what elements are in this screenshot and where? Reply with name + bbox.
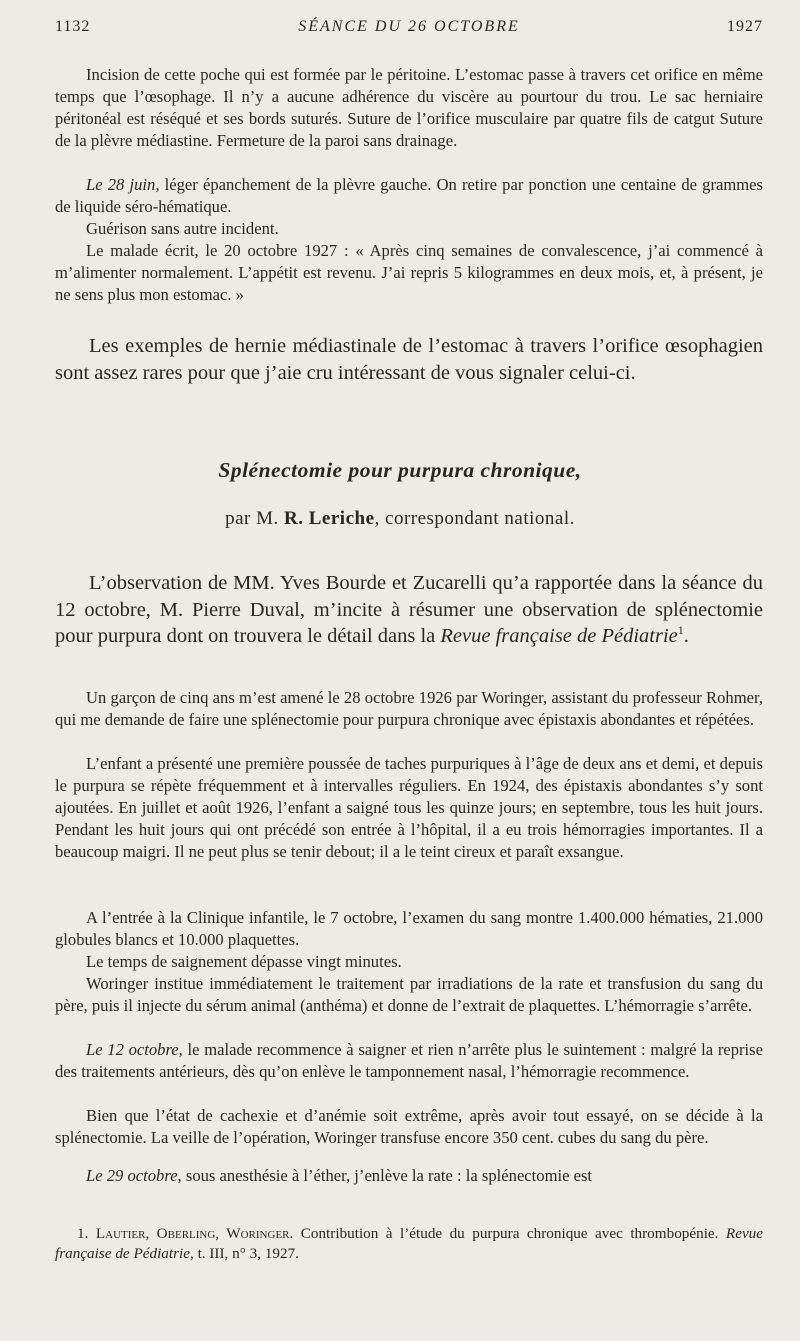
case-paragraph-6	[55, 1039, 763, 1083]
case-paragraph-5: Woringer institue immédiatement le traitement par irradiations de la rate et transfusion du sang du père, puis il injecte du sérum animal (anthéma) et donne de l’extrait de plaquettes. L’hémorragie s’arrête.	[55, 974, 763, 1015]
intro-paragraph-4: Le malade écrit, le 20 octobre 1927 : « Après cinq semaines de convalescence, j’ai commencé à m’alimenter normalement. L’appétit est revenu. J’ai repris 5 kilogrammes en deux mois, et, à présent, je ne sens plus mon estomac. »	[55, 241, 763, 304]
byline-suffix: , correspondant national.	[374, 508, 575, 529]
footnote-marker: 1	[677, 623, 684, 638]
footnote-authors: Lautier, Oberling, Woringer.	[95, 1225, 294, 1242]
footnote-reference: , t. III, n° 3, 1927.	[189, 1245, 299, 1262]
intro-paragraph-3: Guérison sans autre incident.	[86, 219, 279, 238]
footnote-text: Contribution à l’étude du purpura chronique avec thrombopénie.	[293, 1225, 726, 1242]
running-year: 1927	[727, 18, 763, 35]
byline-author: R. Leriche	[284, 508, 375, 529]
conclusion-paragraph: Les exemples de hernie médiastinale de l’estomac à travers l’orifice œsophagien sont assez rares pour que j’aie cru intéressant de vous signaler celui-ci.	[55, 335, 763, 384]
lead-text: L’observation de MM. Yves Bourde et Zucarelli qu’a rapportée dans la séance du 12 octobre, M. Pierre Duval, m’incite à résumer une observation de splénectomie pour purpura dont on trouvera le détail dans la	[55, 572, 763, 647]
footnote-journal: Revue française de Pédiatrie	[55, 1225, 764, 1262]
case-paragraph-8	[55, 1165, 763, 1187]
case-paragraph-3: A l’entrée à la Clinique infantile, le 7 octobre, l’examen du sang montre 1.400.000 hématies, 21.000 globules blancs et 10.000 plaquettes.	[55, 908, 763, 949]
section-title: Splénectomie pour purpura chronique,	[218, 458, 582, 482]
case-paragraph-7: Bien que l’état de cachexie et d’anémie soit extrême, après avoir tout essayé, on se décide à la splénectomie. La veille de l’opération, Woringer transfuse encore 350 cent. cubes du sang du père.	[55, 1106, 763, 1147]
case-paragraph-8-text: sous anesthésie à l’éther, j’enlève la rate : la splénectomie est	[181, 1166, 593, 1185]
page-number: 1132	[55, 18, 91, 35]
case-paragraph-4: Le temps de saignement dépasse vingt minutes.	[86, 952, 402, 971]
lead-end: .	[683, 625, 689, 647]
running-header	[55, 18, 763, 42]
footnote-number: 1.	[77, 1225, 89, 1242]
case-paragraph-1: Un garçon de cinq ans m’est amené le 28 octobre 1926 par Woringer, assistant du professeur Rohmer, qui me demande de faire une splénectomie pour purpura chronique avec épistaxis abondantes et répétées.	[55, 688, 763, 729]
lead-paragraph	[55, 570, 763, 650]
intro-date-juin: Le 28 juin,	[86, 175, 160, 194]
lead-journal: Revue française de Pédiatrie	[440, 625, 678, 647]
byline-prefix: par M.	[225, 508, 285, 529]
footnote	[55, 1224, 763, 1264]
intro-paragraph-2-text: léger épanchement de la plèvre gauche. On retire par ponction une centaine de grammes de liquide séro-hématique.	[55, 175, 763, 216]
section-byline	[0, 508, 800, 530]
running-title: SÉANCE DU 26 OCTOBRE	[298, 18, 520, 35]
intro-paragraph-1: Incision de cette poche qui est formée par le péritoine. L’estomac passe à travers cet orifice en même temps que l’œsophage. Il n’y a aucune adhérence du viscère au pourtour du trou. Le sac herniaire péritonéal est réséqué et ses bords suturés. Suture de l’orifice musculaire par quatre fils de catgut Suture de la plèvre médiastine. Fermeture de la paroi sans drainage.	[55, 65, 763, 150]
intro-paragraph-2	[55, 174, 763, 218]
case-paragraph-6-text: le malade recommence à saigner et rien n’arrête plus le suintement : malgré la reprise des traitements antérieurs, dès qu’on enlève le tamponnement nasal, l’hémorragie recommence.	[55, 1040, 763, 1081]
case-date-12-octobre: Le 12 octobre,	[86, 1040, 183, 1059]
case-date-29-octobre: Le 29 octobre,	[86, 1166, 182, 1185]
case-paragraph-2: L’enfant a présenté une première poussée de taches purpuriques à l’âge de deux ans et demi, et depuis le purpura se répète fréquemment et à intervalles réguliers. En 1924, des épistaxis abondantes s’y sont ajoutées. En juillet et août 1926, l’enfant a saigné tous les quinze jours; en septembre, tous les huit jours. Pendant les huit jours qui ont précédé son entrée à l’hôpital, il a eu trois hémorragies importantes. Il a beaucoup maigri. Il ne peut plus se tenir debout; il a le teint cireux et paraît exsangue.	[55, 754, 763, 861]
